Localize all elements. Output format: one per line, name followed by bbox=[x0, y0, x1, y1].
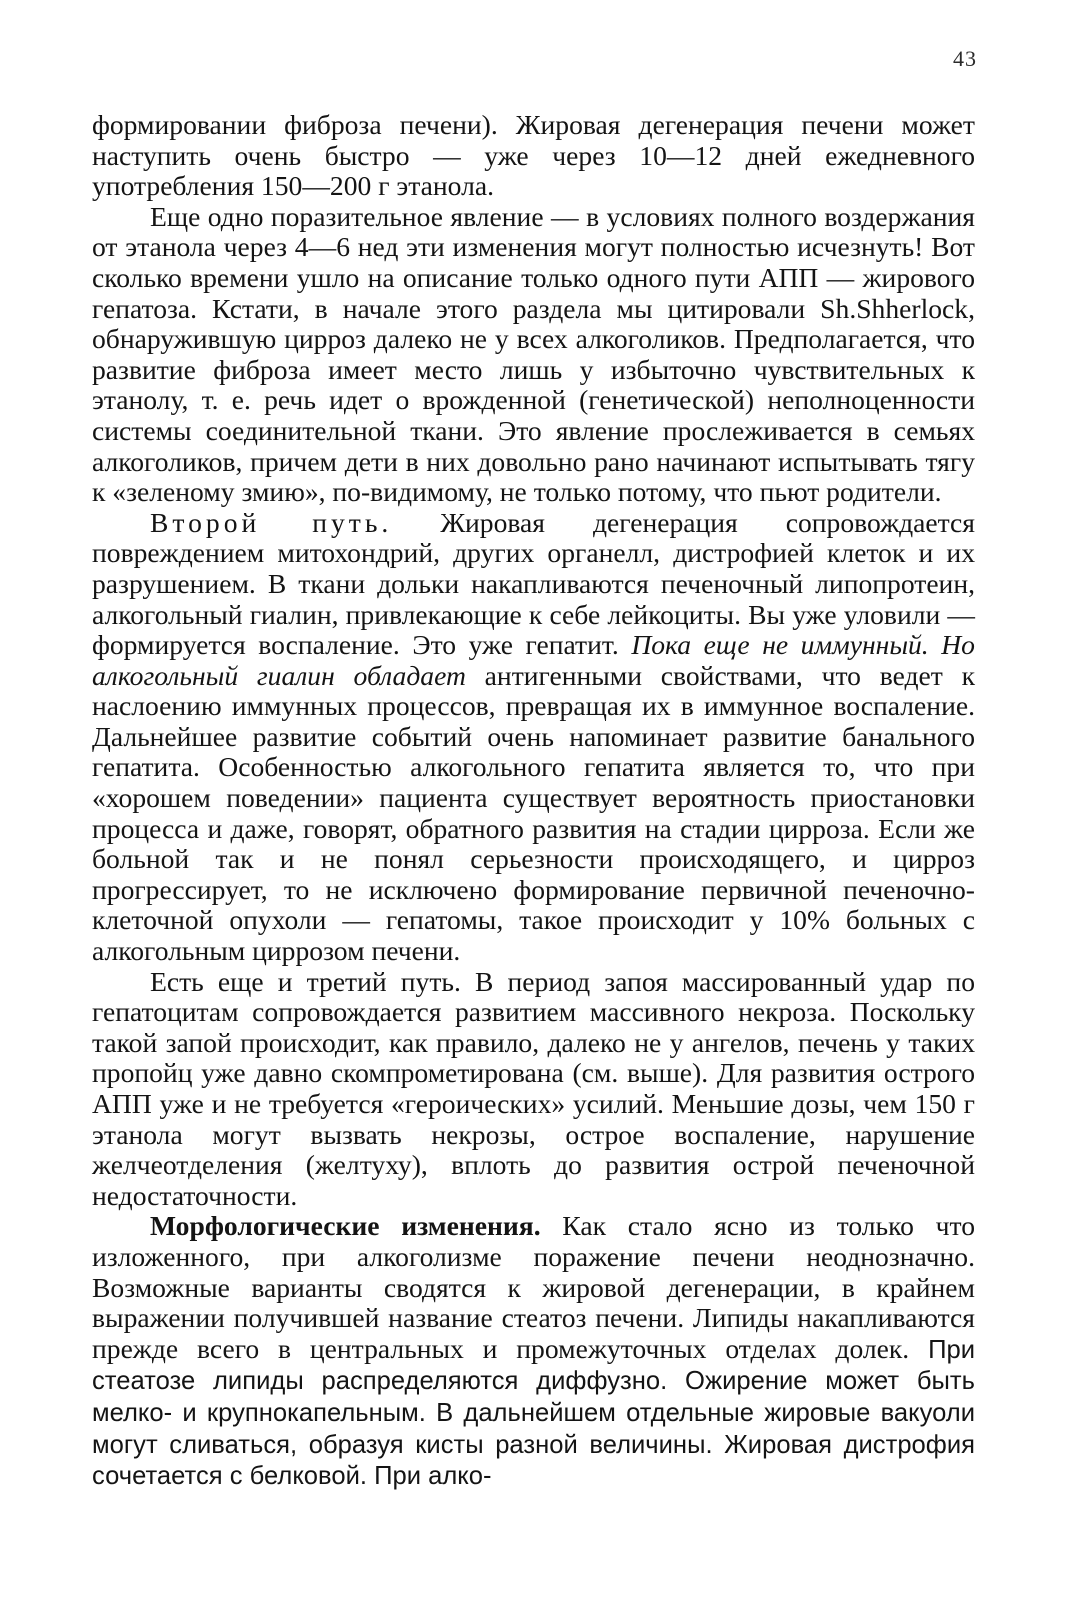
paragraph-third-path: Есть еще и третий путь. В период запоя массированный удар по гепатоцитам сопровождается развитием массивного некроза. Поскольку такой запой происходит, как правило, далеко не у ангелов, печень у таких пропойц уже давно скомпрометирована (см. выше). Для развития острого АПП уже и не требуется «героических» усилий. Меньшие дозы, чем 150 г этанола могут вызвать некрозы, острое воспаление, нарушение желчеотделения (желтуху), вплоть до развития острой печеночной недостаточности. bbox=[92, 965, 975, 1211]
morphology-heading: Морфологические изменения. bbox=[150, 1210, 541, 1242]
morphology-sans-text: При стеатозе липиды распределяются диффузно. Ожирение может быть мелко- и крупнокапельным. В дальнейшем отдельные жировые вакуоли могут сливаться, образуя кисты разной величины. Жировая дистрофия сочетается с белковой. При алко- bbox=[92, 1335, 975, 1491]
second-path-text-b: антигенными свойствами, что ведет к наслоению иммунных процессов, превращая их в иммунное воспаление. Дальнейшее развитие событий очень напоминает развитие банального гепатита. Особенностью алкогольного гепатита является то, что при «хорошем поведении» пациента существует вероятность приостановки процесса и даже, говорят, обратного развития на стадии цирроза. Если же больной так и не понял серьезности происходящего, и цирроз прогрессирует, то не исключено формирование первичной печеночно-клеточной опухоли — гепатомы, такое происходит у 10% больных с алкогольным циррозом печени. bbox=[92, 659, 975, 967]
second-path-italic: Пока еще не иммунный. Но алкогольный гиалин обладает bbox=[92, 629, 975, 691]
text-body bbox=[92, 110, 975, 1492]
paragraph-morphology bbox=[92, 1211, 975, 1491]
second-path-text-a: Жировая дегенерация сопровождается повреждением митохондрий, других органелл, дистрофией клеток и их разрушением. В ткани дольки накапливаются печеночный липопротеин, алкогольный гиалин, привлекающие к себе лейкоциты. Вы уже уловили — формируется воспаление. Это уже гепатит. bbox=[92, 506, 976, 661]
paragraph-fibrosis-continuation: формировании фиброза печени). Жировая дегенерация печени может наступить очень быстро — уже через 10—12 дней ежедневного употребления 150—200 г этанола. bbox=[92, 109, 975, 202]
morphology-text-a: Как стало ясно из только что изложенного, при алкоголизме поражение печени неоднозначно. Возможные варианты сводятся к жировой дегенерации, в крайнем выражении получившей название стеатоз печени. Липиды накапливаются прежде всего в центральных и промежуточных отделах долек. bbox=[92, 1210, 975, 1364]
page-number: 43 bbox=[953, 46, 977, 71]
paragraph-second-path bbox=[92, 508, 975, 967]
paragraph-abstinence: Еще одно поразительное явление — в условиях полного воздержания от этанола через 4—6 нед эти изменения могут полностью исчезнуть! Вот сколько времени ушло на описание только одного пути АПП — жирового гепатоза. Кстати, в начале этого раздела мы цитировали Sh.Shherlock, обнаружившую цирроз далеко не у всех алкоголиков. Предполагается, что развитие фиброза имеет место лишь у избыточно чувствительных к этанолу, т. е. речь идет о врожденной (генетической) неполноценности системы соединительной ткани. Это явление прослеживается в семьях алкоголиков, причем дети в них довольно рано начинают испытывать тягу к «зеленому змию», по-видимому, не только потому, что пьют родители. bbox=[92, 200, 975, 508]
second-path-heading: Второй путь. bbox=[150, 506, 393, 538]
